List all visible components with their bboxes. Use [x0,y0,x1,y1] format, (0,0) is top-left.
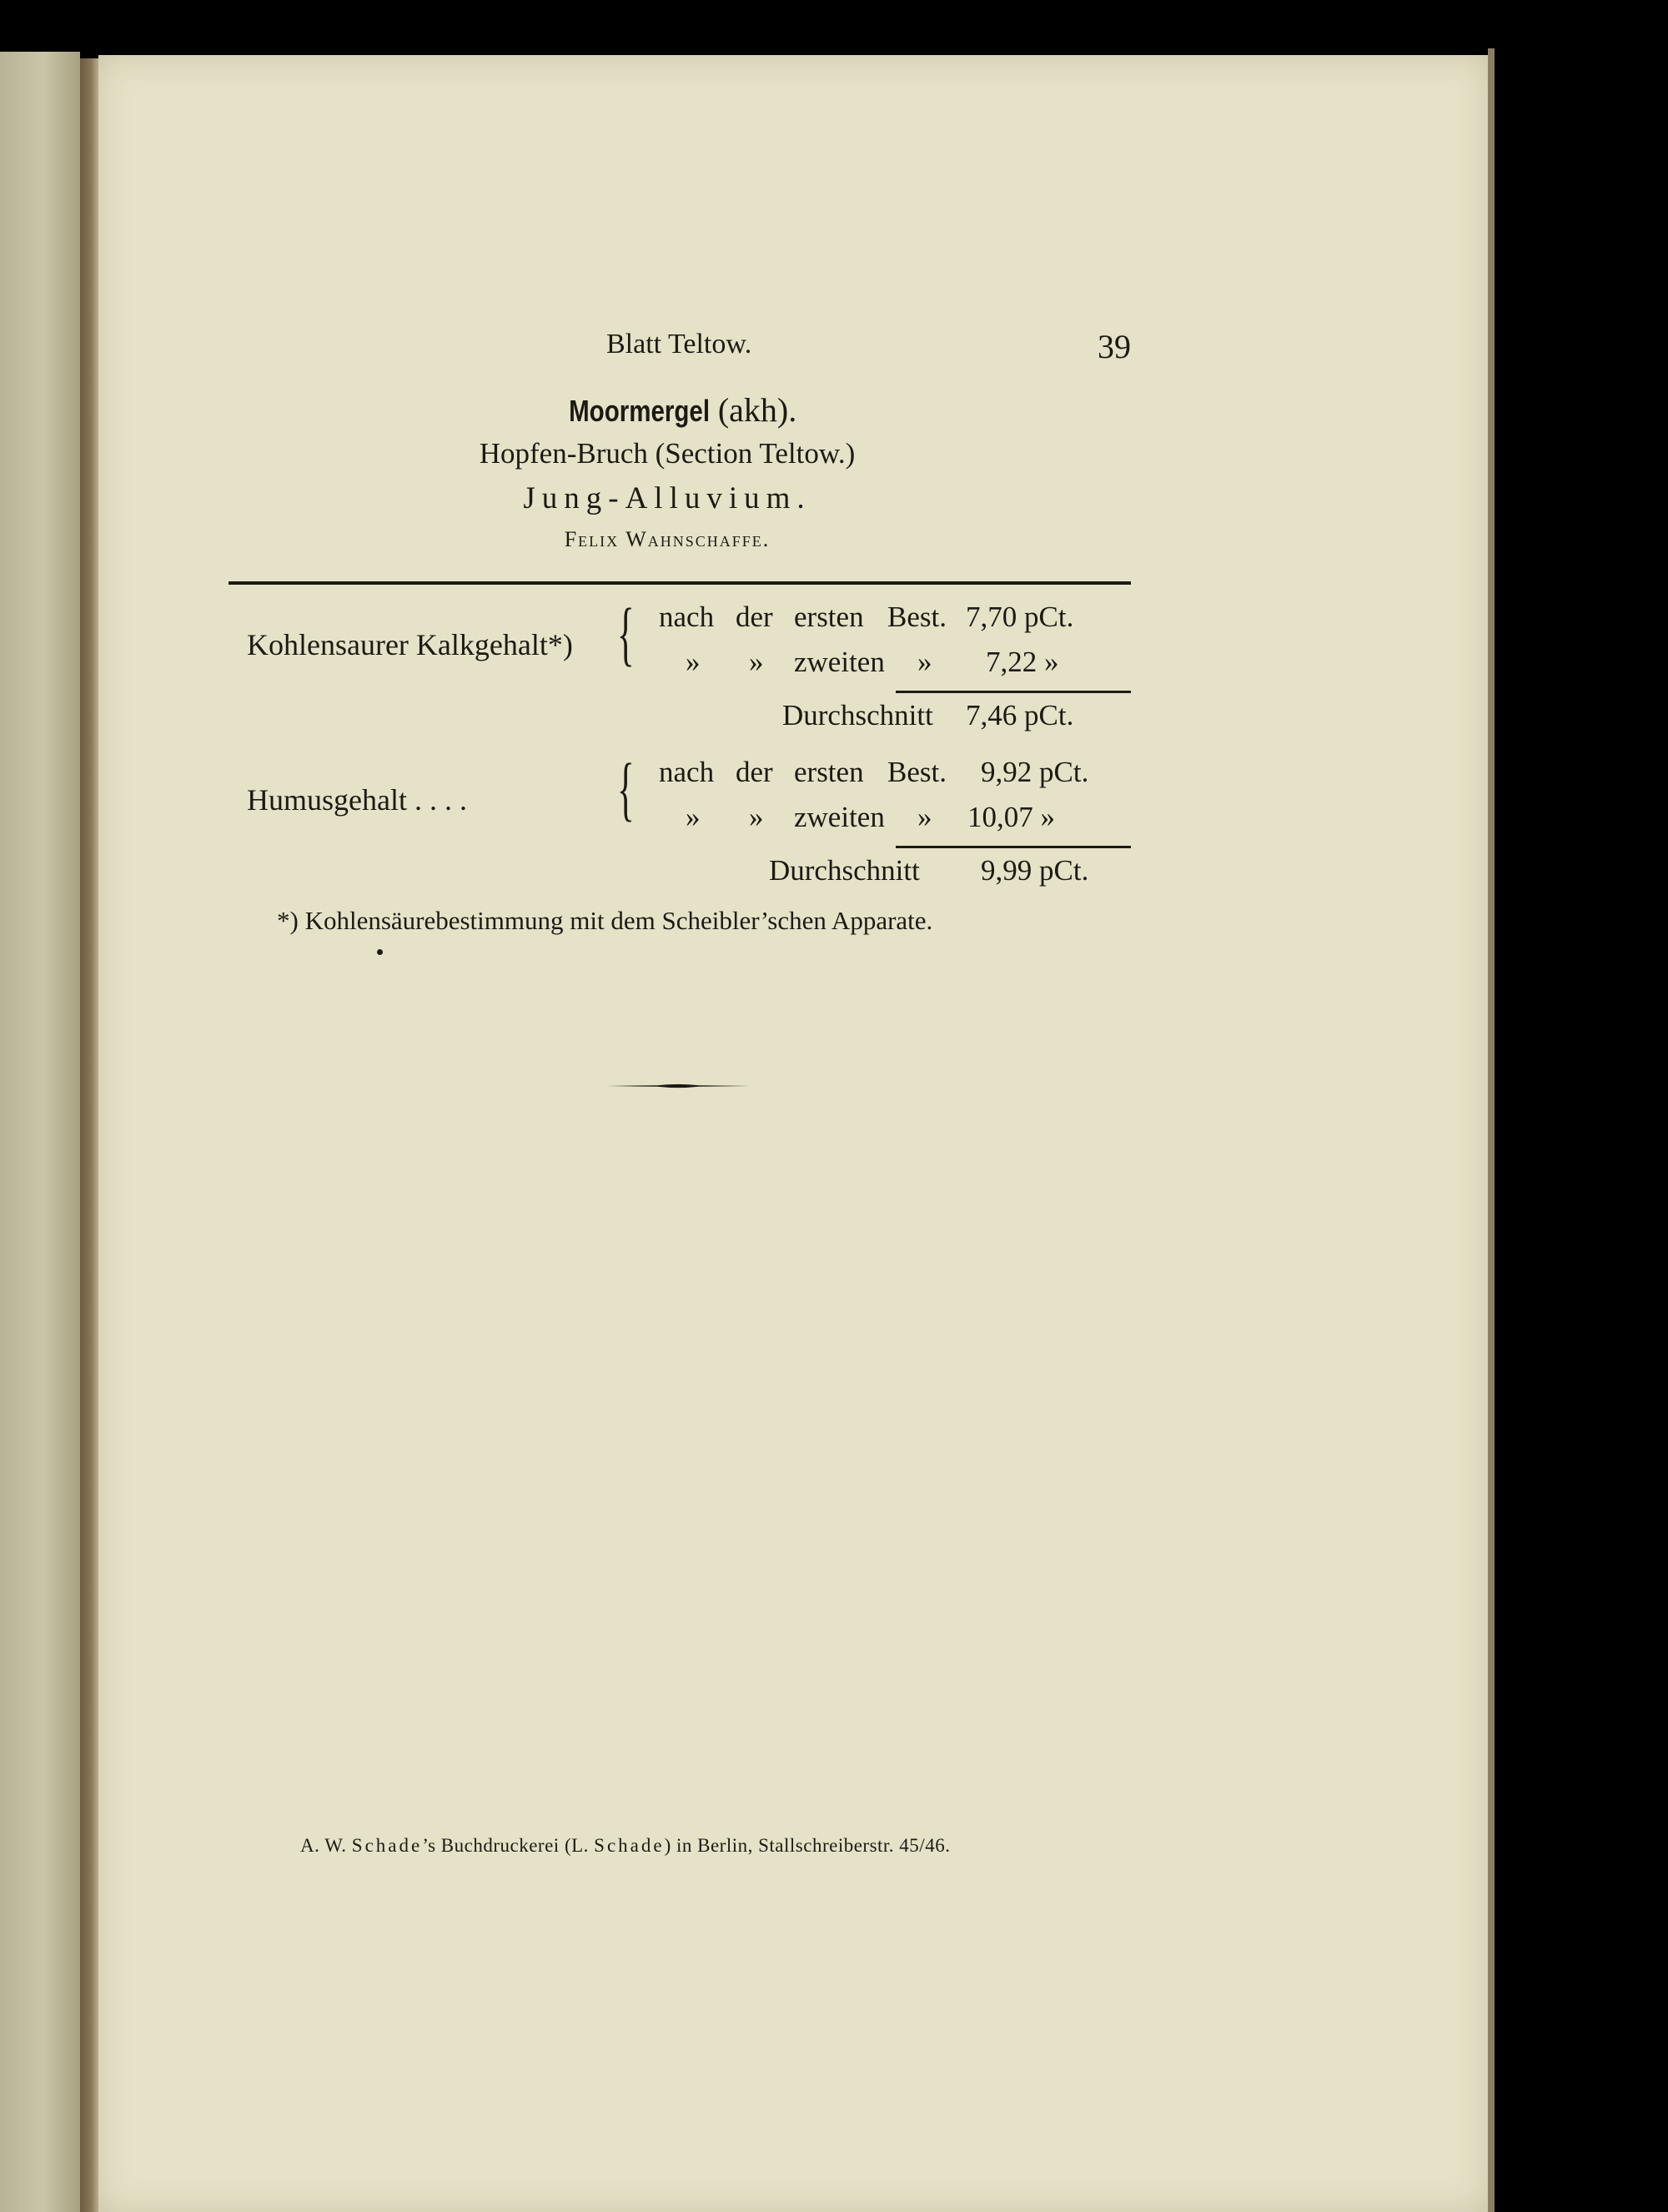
measurement-word: » [749,646,764,678]
measurement-word: » [917,646,932,678]
measurement-word: der [736,756,773,788]
measurement-word: » [686,646,701,678]
measurement-word: nach [659,601,715,633]
measurement-word: ersten [794,756,864,788]
ink-dot [377,949,383,955]
measurement-word: zweiten [794,646,885,678]
page-sheet [98,55,1488,2212]
section-heading [450,390,884,430]
ornamental-rule [607,1083,749,1089]
footnote: *) Kohlensäurebestimmung mit dem Scheibler’schen Apparate. [277,906,933,935]
imprint-spaced: Schade [594,1835,665,1856]
measurement-word: » [749,801,764,833]
sum-rule [896,691,1131,693]
author-line: Felix Wahnschaffe. [564,527,771,551]
measurement-word: Best. [887,756,947,788]
imprint-part: A. W. [300,1835,352,1856]
measurement-word: der [736,601,773,633]
adjacent-page-edge [0,52,80,2212]
average-value: 7,46 pCt. [966,699,1074,731]
location-line: Hopfen-Bruch (Section Teltow.) [479,437,856,470]
average-label: Durchschnitt [769,854,920,887]
grouping-brace: { [617,748,635,828]
imprint-spaced: Schade [351,1835,423,1856]
average-label: Durchschnitt [782,699,933,731]
period-line: Jung-Alluvium. [523,481,811,515]
printer-imprint [300,1835,950,1857]
measurement-value: 7,70 pCt. [966,601,1074,633]
sum-rule [896,846,1131,848]
measurement-word: Best. [887,601,947,633]
table-top-rule [229,581,1131,585]
analysis-label: Humusgehalt . . . . [247,783,467,817]
measurement-word: zweiten [794,801,885,833]
imprint-part: ) in Berlin, Stallschreiberstr. 45/46. [664,1835,951,1856]
measurement-word: » [686,801,701,833]
grouping-brace: { [617,593,635,673]
imprint-part: ’s Buchdruckerei (L. [422,1835,595,1856]
book-spine [80,58,98,2212]
analysis-label: Kohlensaurer Kalkgehalt*) [247,628,573,661]
measurement-word: ersten [794,601,864,633]
heading-title: Moormergel [568,394,710,428]
measurement-value: 7,22 » [986,646,1059,678]
page-right-edge [1488,48,1495,2212]
running-title: Blatt Teltow. [606,329,752,359]
measurement-word: » [917,801,932,833]
heading-code: (akh). [717,391,797,429]
measurement-value: 9,92 pCt. [981,756,1089,788]
measurement-word: nach [659,756,715,788]
page-number: 39 [1098,328,1131,365]
measurement-value: 10,07 » [967,801,1055,833]
average-value: 9,99 pCt. [981,854,1089,887]
